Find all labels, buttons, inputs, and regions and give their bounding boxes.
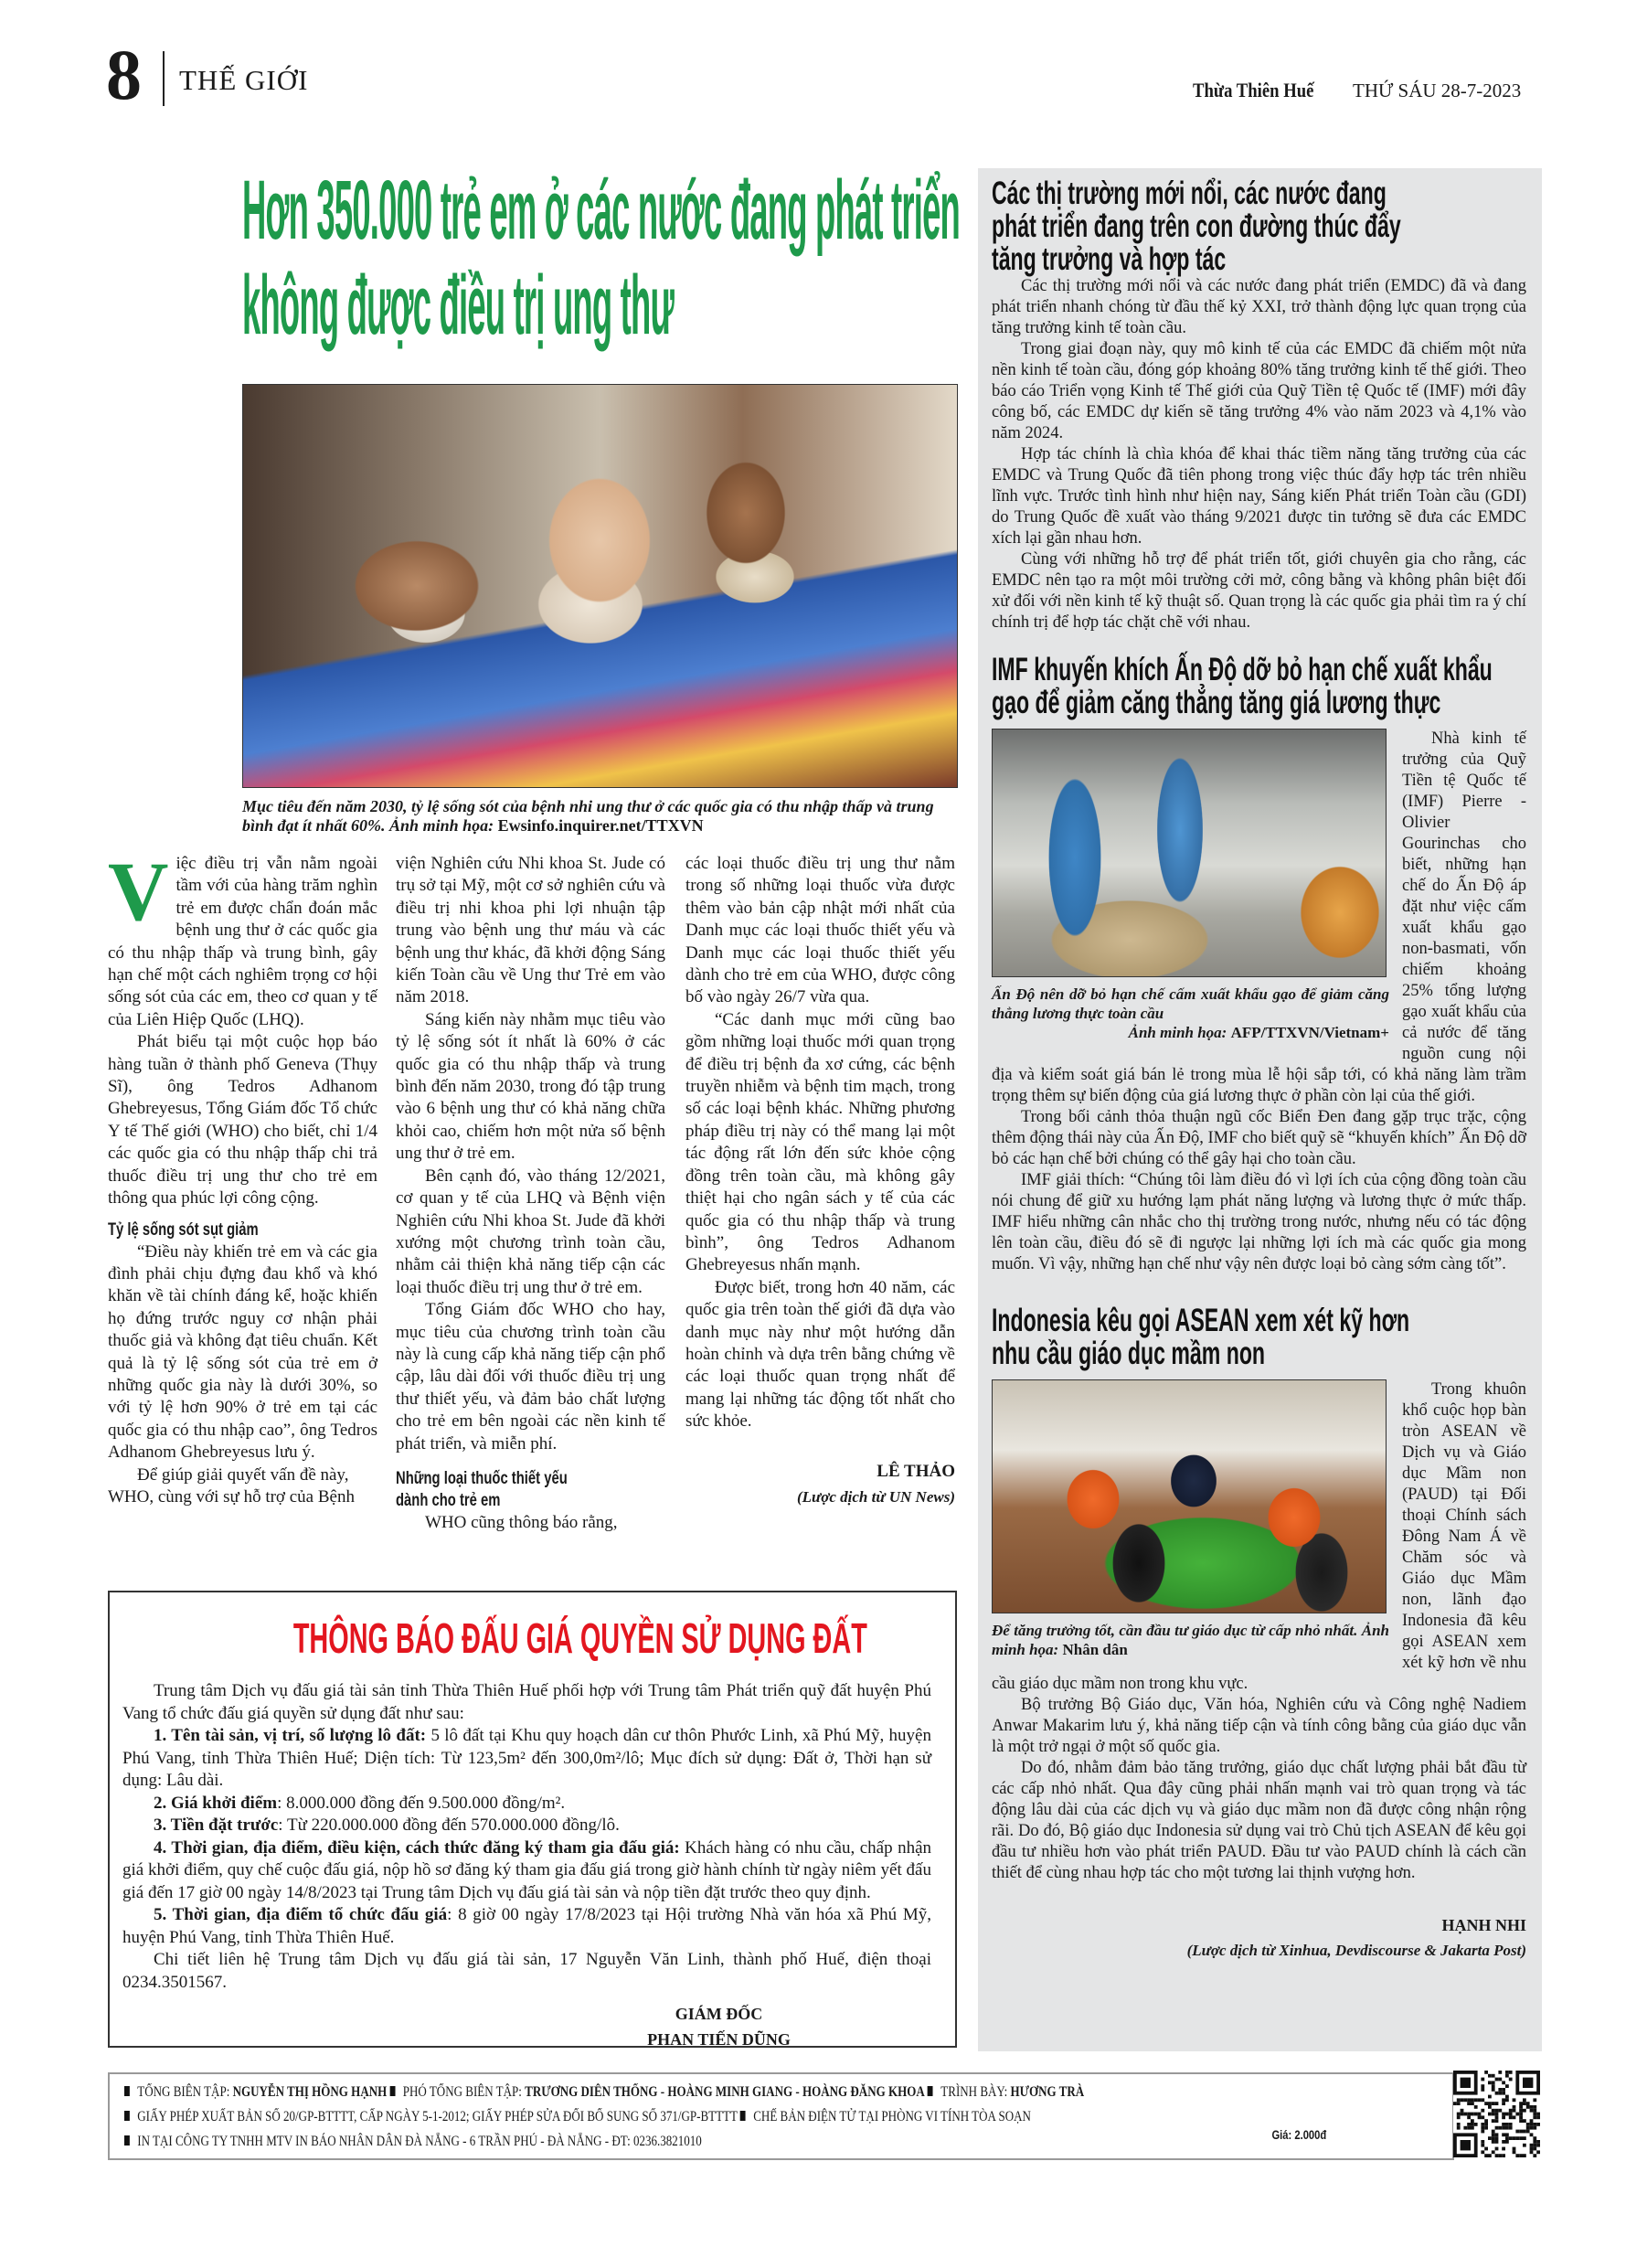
auction-item — [122, 1725, 931, 1793]
main-headline — [242, 163, 964, 353]
paragraph: Do đó, nhằm đảm bảo tăng trưởng, giáo dục chất lượng phải bắt đầu từ các cấp nhỏ nhất. Qua đây cũng phải nhấn mạnh vai trò quan trọng và tác động lâu dài của các dịch vụ và giáo dục mầm non đã được công nhận rộng rãi. Do đó, Bộ giáo dục Indonesia sử dụng vai trò Chủ tịch ASEAN để kêu gọi đầu tư nhiều hơn vào phát triển PAUD. Đầu tư vào PAUD chính là cách cần thiết để cùng nhau hợp tác cho một tương lai thịnh vượng hơn. — [992, 1759, 1526, 1882]
photo-caption: Ấn Độ nên dỡ bỏ hạn chế cấm xuất khẩu gạo để giảm căng thẳng lương thực toàn cầu — [992, 985, 1389, 1022]
item-label: 1. Tên tài sản, vị trí, số lượng lô đất: — [154, 1726, 427, 1745]
auction-item — [122, 1793, 931, 1815]
footer-line — [124, 2080, 1240, 2104]
headline-line: gạo để giảm căng thẳng tăng giá lương thực — [992, 685, 1441, 720]
footer-label: TỔNG BIÊN TẬP: — [137, 2084, 233, 2100]
paragraph: các loại thuốc điều trị ung thư nằm trong số những loại thuốc vừa được thêm vào bản cập nhật mới nhất của Danh mục các loại thuốc thiết yếu và Danh mục các loại thuốc thiết yếu dành cho trẻ em của WHO, được công bố vào ngày 26/7 vừa qua. — [685, 854, 955, 1007]
world-news-sidebar — [978, 168, 1542, 2051]
paragraph: Bộ trưởng Bộ Giáo dục, Văn hóa, Nghiên cứu và Công nghệ Nadiem Anwar Makarim lưu ý, khả năng tiếp cận và tính công bằng của giáo dục vẫn là một trở ngại ở một số quốc gia. — [992, 1696, 1526, 1756]
auction-body — [122, 1680, 931, 2052]
footer-value: HƯƠNG TRÀ — [1010, 2084, 1085, 2100]
qr-code-icon[interactable] — [1453, 2071, 1540, 2157]
footer-value: NGUYỄN THỊ HỒNG HẠNH — [232, 2084, 388, 2100]
paragraph: Trong bối cảnh thỏa thuận ngũ cốc Biển Đen đang gặp trục trặc, cộng thêm động thái này của Ấn Độ, IMF cho biết quỹ sẽ “khuyến khích” Ấn Độ dỡ bỏ các hạn chế bởi chúng có thể gây hại cho toàn cầu. — [992, 1108, 1526, 1168]
sidebar-article-body — [992, 276, 1526, 634]
sidebar-article-body — [992, 729, 1526, 1275]
paragraph: Bên cạnh đó, vào tháng 12/2021, cơ quan y tế của LHQ và Bệnh viện Nghiên cứu Nhi khoa St. Jude đã khởi xướng một chương trình toàn cầu, nhằm cải thiện khả năng tiếp cận các loại thuốc điều trị ung thư ở trẻ em. — [396, 1166, 665, 1297]
auction-notice-box — [108, 1591, 957, 2048]
headline-line: phát triển đang trên con đường thúc đẩy — [992, 208, 1401, 244]
item-label: 2. Giá khởi điểm — [154, 1793, 278, 1813]
subheading: Tỷ lệ sống sót sụt giảm — [108, 1219, 259, 1240]
headline-line: Các thị trường mới nổi, các nước đang — [992, 176, 1387, 211]
signer-name: PHAN TIẾN DŨNG — [647, 2030, 791, 2049]
main-photo-caption — [242, 797, 964, 836]
paragraph: Trong khuôn khổ cuộc họp bàn tròn ASEAN về Dịch vụ và Giáo dục Mầm non (PAUD) tại Đối thoại Chính sách Đông Nam Á về Chăm sóc và Giáo dục Mầm non, lãnh đạo Indonesia đã kêu gọi ASEAN xem xét kỹ hơn về nhu cầu giáo dục mầm non trong khu vực. — [992, 1380, 1526, 1693]
paragraph: Để giúp giải quyết vấn đề này, WHO, cùng với sự hỗ trợ của Bệnh — [108, 1464, 355, 1507]
bullet-square-icon — [124, 2111, 130, 2121]
bullet-square-icon — [740, 2111, 746, 2121]
subheading: dành cho trẻ em — [396, 1490, 501, 1510]
sidebar-article-body — [992, 1379, 1526, 1961]
footer-label: TRÌNH BÀY: — [940, 2084, 1011, 2100]
sidebar-headline — [992, 1304, 1526, 1370]
headline-line: không được điều trị ung thư — [242, 259, 675, 352]
section-title: THẾ GIỚI — [179, 64, 309, 96]
photo-credit — [992, 1023, 1389, 1042]
footer-text: CHẾ BẢN ĐIỆN TỬ TẠI PHÒNG VI TÍNH TÒA SOẠN — [753, 2109, 1031, 2124]
paragraph: Nhà kinh tế trưởng của Quỹ Tiền tệ Quốc tế (IMF) Pierre - Olivier Gourinchas cho biết, những hạn chế do Ấn Độ áp đặt như việc cấm xuất khẩu gạo non-basmati, vốn chiếm khoảng 25% tổng lượng gạo xuất khẩu của cả nước để tăng nguồn cung nội địa và kiểm soát giá bán lẻ trong mùa lễ hội sắp tới, có khả năng làm trầm trọng thêm sự biến động của giá lương thực ở phần còn lại của thế giới. — [992, 729, 1526, 1105]
footer-line — [124, 2129, 1240, 2154]
bullet-square-icon — [928, 2086, 933, 2096]
masthead-footer — [108, 2072, 1454, 2160]
kindergarten-photo — [992, 1379, 1387, 1613]
bullet-square-icon — [124, 2135, 130, 2146]
paragraph: Tổng Giám đốc WHO cho hay, mục tiêu của chương trình toàn cầu này là cung cấp khả năng tiếp cận phổ cập, lâu dài đối với thuốc điều trị ung thư thiết yếu, và đảm bảo chất lượng cho trẻ em bên ngoài các nền kinh tế phát triển, và miễn phí. — [396, 1300, 665, 1453]
price: Giá: 2.000đ — [1271, 2127, 1327, 2142]
credit-label: Ảnh minh họa: — [1128, 1024, 1231, 1041]
item-text: 5 lô đất tại Khu quy hoạch dân cư thôn Phước Linh, xã Phú Mỹ, huyện Phú Vang, tỉnh Thừa Thiên Huế; Diện tích: Từ 123,5m² đến 300,0m²/lô; Mục đích sử dụng: Đất ở, Thời hạn sử dụng: Lâu dài. — [122, 1726, 931, 1790]
paragraph-text: iệc điều trị vẫn nằm ngoài tầm với của hàng trăm nghìn trẻ em được chẩn đoán mắc bệnh ung thư ở các quốc gia có thu nhập thấp và trung bình, gây hạn chế một cách nghiêm trọng cơ hội sống sót của các em, theo cơ quan y tế của Liên Hiệp Quốc (LHQ). — [108, 854, 377, 1029]
credit-source: Nhân dân — [1062, 1641, 1128, 1658]
paragraph: Phát biểu tại một cuộc họp báo hàng tuần ở thành phố Geneva (Thụy Sĩ), ông Tedros Adhanom Ghebreyesus, Tổng Giám đốc Tổ chức Y tế Thế giới (WHO) cho biết, chỉ 1/4 các quốc gia có thu nhập thấp chi trả thuốc điều trị ung thư cho trẻ em thông qua phúc lợi công cộng. — [108, 1032, 377, 1209]
paragraph: “Các danh mục mới cũng bao gồm những loại thuốc mới quan trọng để điều trị bệnh đa xơ cứng, các bệnh truyền nhiễm và bệnh tim mạch, trong số các loại bệnh khác. Những phương pháp điều trị này có thể mang lại một tác động rất lớn đến sức khỏe cộng đồng trên toàn cầu, mà không gây thiệt hại cho ngân sách y tế của các quốc gia có thu nhập thấp và trung bình”, ông Tedros Adhanom Ghebreyesus nhấn mạnh. — [685, 1009, 955, 1275]
footer-label: PHÓ TỔNG BIÊN TẬP: — [402, 2084, 526, 2100]
caption-text: Để tăng trưởng tốt, cần đầu tư giáo dục từ cấp nhỏ nhất. Ảnh minh họa: — [992, 1622, 1389, 1658]
paragraph: Trong giai đoạn này, quy mô kinh tế của các EMDC đã chiếm một nửa nền kinh tế toàn cầu, đóng góp khoảng 80% tăng trưởng kinh tế thế giới. Theo báo cáo Triển vọng Kinh tế Thế giới của Quỹ Tiền tệ Quốc tế (IMF) mới đây công bố, các EMDC dự kiến sẽ tăng trưởng 4% vào năm 2023 và 4,1% vào năm 2024. — [992, 340, 1526, 442]
headline-line: Hơn 350.000 trẻ em ở các nước đang phát triển — [242, 164, 960, 257]
item-text: Khách hàng có nhu cầu, chấp nhận giá khởi điểm, quy chế cuộc đấu giá, nộp hồ sơ đăng ký tham gia đấu giá trong giờ hành chính từ ngày niêm yết đấu giá đến 17 giờ 00 ngày 14/8/2023 tại Trung tâm Dịch vụ đấu giá tài sản và nộp tiền đặt trước theo quy định. — [122, 1837, 931, 1902]
footer-value: TRƯƠNG DIÊN THỐNG - HOÀNG MINH GIANG - HOÀNG ĐĂNG KHOA — [525, 2084, 925, 2100]
bullet-square-icon — [390, 2086, 396, 2096]
auction-title: THÔNG BÁO ĐẤU GIÁ QUYỀN SỬ DỤNG ĐẤT — [292, 1614, 867, 1662]
auction-item — [122, 1904, 931, 1949]
lead-paragraph — [108, 845, 377, 1031]
article-source: (Lược dịch từ UN News) — [796, 1487, 955, 1506]
footer-text: GIẤY PHÉP XUẤT BẢN SỐ 20/GP-BTTTT, CẤP NGÀY 5-1-2012; GIẤY PHÉP SỬA ĐỔI BỔ SUNG SỐ 371/GP-BTTTT — [137, 2109, 738, 2124]
paragraph: Các thị trường mới nổi và các nước đang phát triển (EMDC) đã và đang phát triển nhanh chóng từ đầu thế kỷ XXI, trở thành động lực quan trọng của tăng trưởng kinh tế toàn cầu. — [992, 277, 1526, 337]
main-article-photo — [242, 384, 958, 788]
author-byline: HẠNH NHI — [1441, 1916, 1526, 1934]
article-column-1 — [108, 845, 377, 1508]
issue-date: THỨ SÁU 28-7-2023 — [1353, 80, 1522, 101]
item-label: 5. Thời gian, địa điểm tổ chức đấu giá — [154, 1905, 448, 1924]
headline-line: nhu cầu giáo dục mầm non — [992, 1336, 1266, 1371]
photo-figure — [992, 729, 1389, 1042]
article-column-3 — [685, 853, 955, 1508]
headline-line: IMF khuyến khích Ấn Độ dỡ bỏ hạn chế xuất khẩu — [992, 652, 1493, 687]
item-text: : 8.000.000 đồng đến 9.500.000 đồng/m². — [277, 1793, 566, 1813]
auction-item — [122, 1837, 931, 1905]
rice-mill-photo — [992, 729, 1387, 977]
paragraph: Hợp tác chính là chìa khóa để khai thác tiềm năng tăng trưởng của các EMDC và Trung Quốc đã tiên phong trong việc thúc đẩy hợp tác trên nhiều lĩnh vực. Trước tình hình như hiện nay, Sáng kiến Phát triển Toàn cầu (GDI) do Trung Quốc đề xuất vào tháng 9/2021 được tin tưởng sẽ đưa các EMDC xích lại gần nhau hơn. — [992, 445, 1526, 548]
footer-line — [124, 2104, 1240, 2129]
auction-contact: Chi tiết liên hệ Trung tâm Dịch vụ đấu giá tài sản, 17 Nguyễn Văn Linh, thành phố Huế, điện thoại 0234.3501567. — [122, 1950, 931, 1992]
header-divider — [163, 51, 165, 106]
paragraph: IMF giải thích: “Chúng tôi làm điều đó vì lợi ích của cộng đồng toàn cầu nói chung để giữ xu hướng lạm phát năng lượng và lương thực ở mức thấp. IMF hiểu những cân nhắc cho thị trường trong nước, nhưng nếu có tác động lên toàn cầu, điều đó sẽ đi ngược lại những lợi ích mà các quốc gia mong muốn. Vì vậy, những hạn chế như vậy nên được loại bỏ càng sớm càng tốt”. — [992, 1171, 1526, 1273]
paragraph: Sáng kiến này nhằm mục tiêu vào tỷ lệ sống sót ít nhất là 60% ở các quốc gia có thu nhập thấp và trung bình đến năm 2030, trong đó tập trung vào 6 bệnh ung thư có khả năng chữa khỏi cao, chiếm hơn một nửa số bệnh ung thư ở trẻ em. — [396, 1009, 665, 1164]
credit-source: AFP/TTXVN/Vietnam+ — [1230, 1024, 1389, 1041]
sidebar-headline — [992, 654, 1526, 719]
item-label: 3. Tiền đặt trước — [154, 1815, 279, 1835]
caption-text: Mục tiêu đến năm 2030, tỷ lệ sống sót của bệnh nhi ung thư ở các quốc gia có thu nhập thấp và trung bình đạt ít nhất 60%. Ảnh minh họa: — [242, 797, 934, 835]
article-column-2 — [396, 853, 665, 1534]
photo-figure — [992, 1379, 1389, 1659]
author-byline: LÊ THẢO — [877, 1461, 955, 1481]
paragraph: Cùng với những hỗ trợ để phát triển tốt, giới chuyên gia cho rằng, các EMDC nên tạo ra một môi trường cởi mở, công bằng và không phân biệt đối xử đối với nền kinh tế kỹ thuật số. Quan trọng là các quốc gia phải tìm ra ý chí chính trị để hợp tác chặt chẽ với nhau. — [992, 550, 1526, 632]
page-number: 8 — [106, 35, 142, 114]
item-label: 4. Thời gian, địa điểm, điều kiện, cách thức đăng ký tham gia đấu giá: — [154, 1837, 680, 1858]
paragraph: viện Nghiên cứu Nhi khoa St. Jude có trụ sở tại Mỹ, một cơ sở nghiên cứu và điều trị nhi khoa phi lợi nhuận tập trung vào bệnh ung thư máu và các bệnh ung thư khác, đã khởi động Sáng kiến Toàn cầu về Ung thư Trẻ em vào năm 2018. — [396, 854, 665, 1007]
sidebar-headline — [992, 177, 1526, 276]
article-source: (Lược dịch từ Xinhua, Devdiscourse & Jakarta Post) — [1186, 1942, 1526, 1959]
photo-caption — [992, 1621, 1389, 1659]
auction-intro: Trung tâm Dịch vụ đấu giá tài sản tỉnh Thừa Thiên Huế phối hợp với Trung tâm Phát triển quỹ đất huyện Phú Vang tổ chức đấu giá quyền sử dụng đất như sau: — [122, 1681, 931, 1723]
headline-line: Indonesia kêu gọi ASEAN xem xét kỹ hơn — [992, 1303, 1410, 1338]
auction-item — [122, 1815, 931, 1837]
paragraph: WHO cũng thông báo rằng, — [425, 1512, 618, 1532]
item-text: : 8 giờ 00 ngày 17/8/2023 tại Hội trường Nhà văn hóa xã Phú Mỹ, huyện Phú Vang, tỉnh Thừa Thiên Huế. — [122, 1905, 931, 1947]
paragraph: Được biết, trong hơn 40 năm, các quốc gia trên toàn thế giới đã dựa vào danh mục này như một hướng dẫn hoàn chỉnh và dựa trên bằng chứng về các loại thuốc quan trọng nhất để mang lại những tác động tốt nhất cho sức khỏe. — [685, 1277, 955, 1432]
item-text: : Từ 220.000.000 đồng đến 570.000.000 đồng/lô. — [278, 1815, 620, 1835]
photo-credit: Ewsinfo.inquirer.net/TTXVN — [497, 816, 704, 835]
paragraph: “Điều này khiến trẻ em và các gia đình phải chịu đựng đau khổ và khó khăn về tài chính đáng kể, hoặc khiến họ đứng trước nguy cơ nhận phải thuốc giả và không đạt tiêu chuẩn. Kết quả là tỷ lệ sống sót của trẻ em ở những quốc gia này là dưới 30%, so với tỷ lệ hơn 90% ở trẻ em tại các quốc gia có thu nhập cao”, ông Tedros Adhanom Ghebreyesus lưu ý. — [108, 1241, 377, 1463]
signer-title: GIÁM ĐỐC — [675, 2005, 763, 2023]
newspaper-name: Thừa Thiên Huế — [1193, 79, 1314, 101]
footer-text: IN TẠI CÔNG TY TNHH MTV IN BÁO NHÂN DÂN ĐÀ NẴNG - 6 TRẦN PHÚ - ĐÀ NẴNG - ĐT: 0236.3821010 — [137, 2134, 702, 2149]
bullet-square-icon — [124, 2086, 130, 2096]
headline-line: tăng trưởng và hợp tác — [992, 241, 1227, 277]
drop-cap: V — [108, 845, 169, 938]
subheading: Những loại thuốc thiết yếu — [396, 1468, 568, 1488]
